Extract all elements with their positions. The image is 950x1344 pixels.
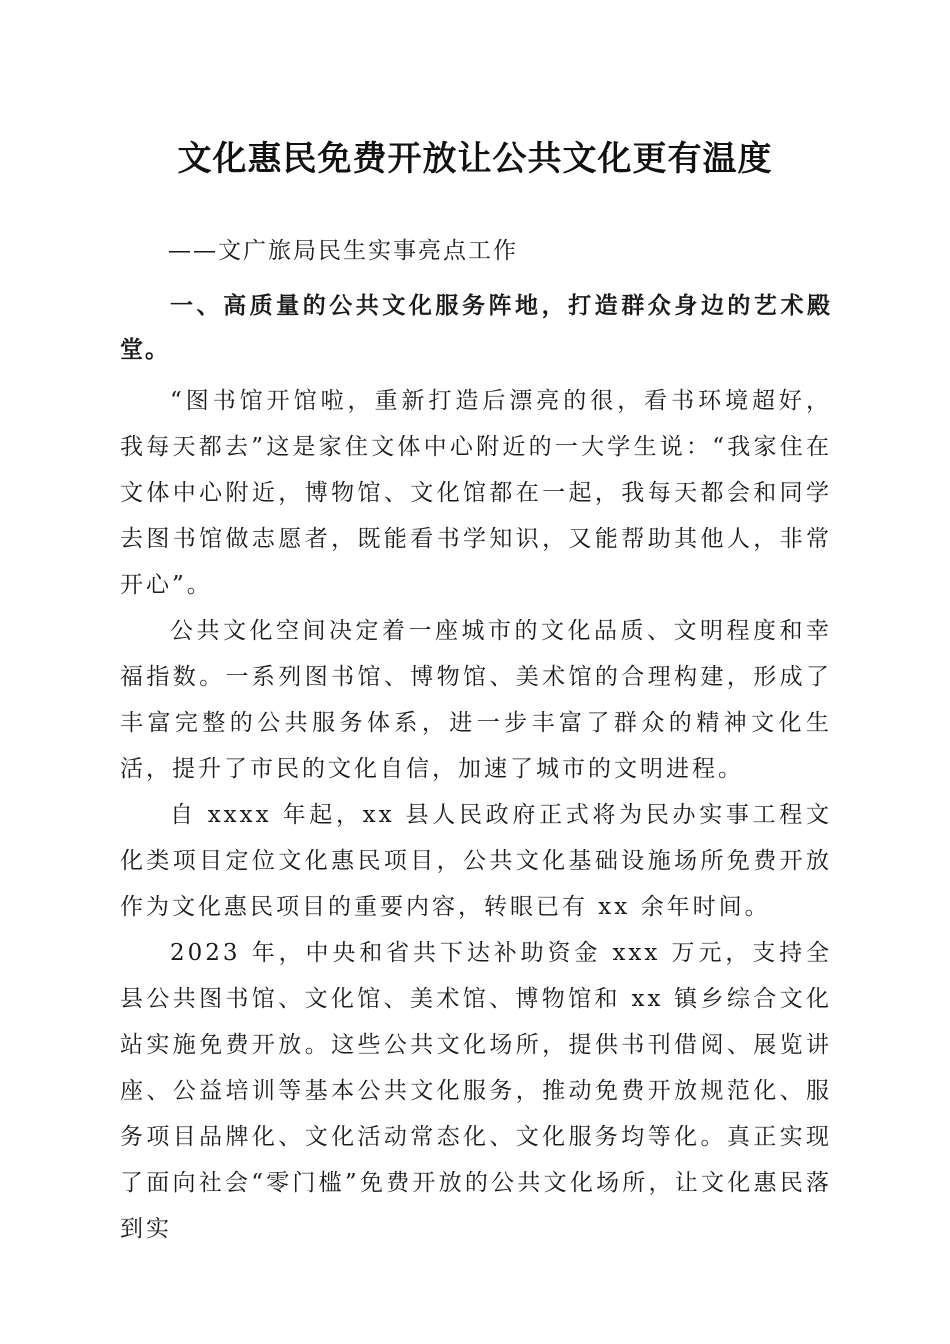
document-title: 文化惠民免费开放让公共文化更有温度 bbox=[177, 139, 773, 179]
section-heading: 一、高质量的公共文化服务阵地，打造群众身边的艺术殿堂。 bbox=[120, 293, 832, 363]
document-subtitle: ——文广旅局民生实事亮点工作 bbox=[168, 238, 518, 264]
body-paragraph: 2023 年，中央和省共下达补助资金 xxx 万元，支持全县公共图书馆、文化馆、美术馆、博物馆和 xx 镇乡综合文化站实施免费开放。这些公共文化场所，提供书刊借阅、展览讲座、公益培训等基本公共文化服务，推动免费开放规范化、服务项目品牌化、文化活动常态化、文化服务均等化。真正实现了面向社会“零门槛”免费开放的公共文化场所，让文化惠民落到实 bbox=[120, 940, 832, 1242]
body-paragraph: 自 xxxx 年起，xx 县人民政府正式将为民办实事工程文化类项目定位文化惠民项目，公共文化基础设施场所免费开放作为文化惠民项目的重要内容，转眼已有 xx 余年时间。 bbox=[120, 802, 832, 920]
body-paragraph: “图书馆开馆啦，重新打造后漂亮的很，看书环境超好，我每天都去”这是家住文体中心附近的一大学生说：“我家住在文体中心附近，博物馆、文化馆都在一起，我每天都会和同学去图书馆做志愿者，既能看书学知识，又能帮助其他人，非常开心”。 bbox=[120, 388, 832, 598]
body-paragraph: 公共文化空间决定着一座城市的文化品质、文明程度和幸福指数。一系列图书馆、博物馆、美术馆的合理构建，形成了丰富完整的公共服务体系，进一步丰富了群众的精神文化生活，提升了市民的文化自信，加速了城市的文明进程。 bbox=[120, 618, 832, 782]
document-body bbox=[120, 228, 832, 1252]
